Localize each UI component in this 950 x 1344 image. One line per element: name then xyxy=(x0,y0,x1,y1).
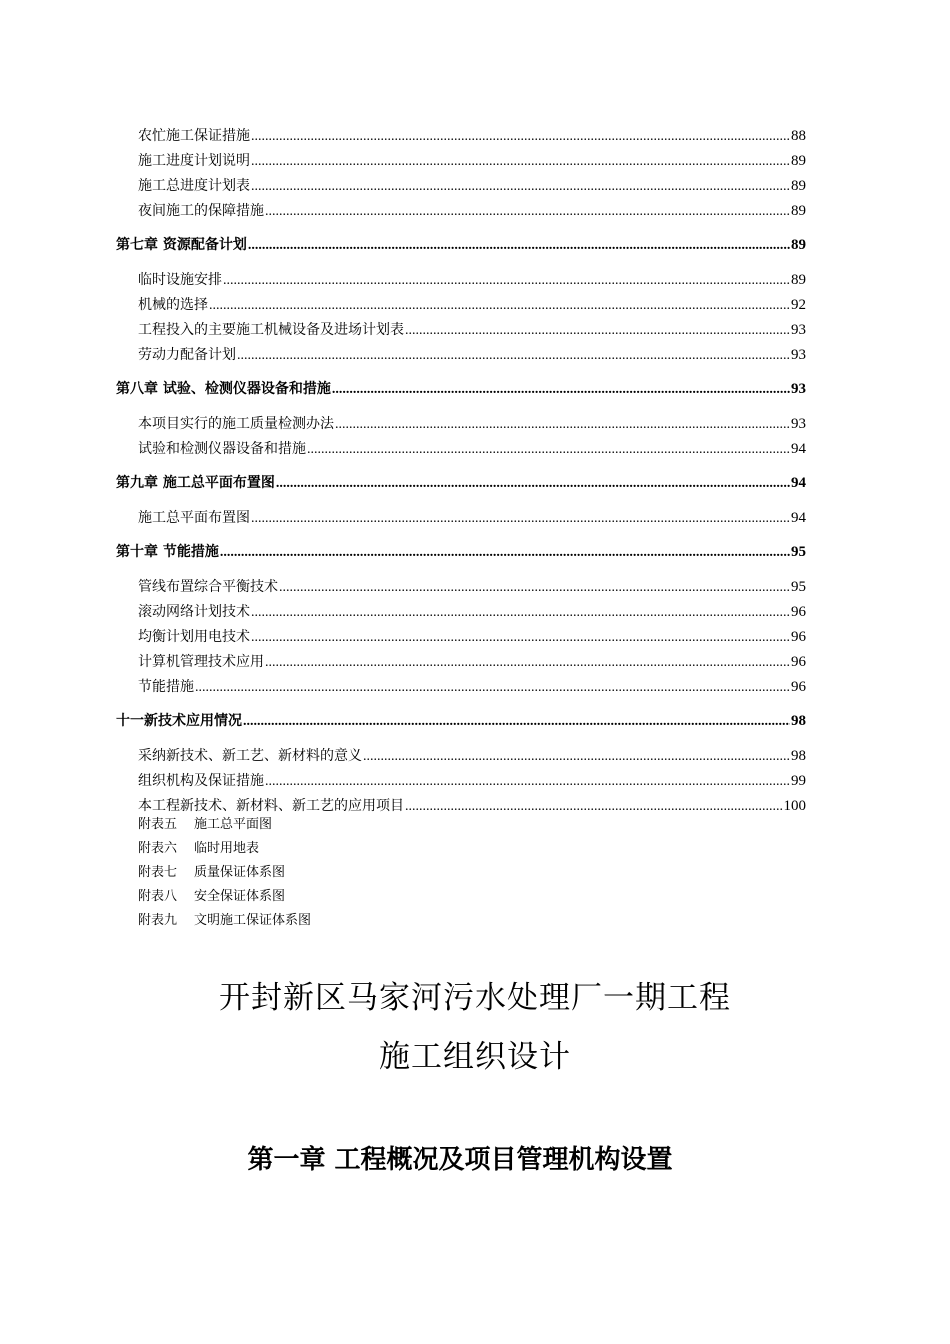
toc-entry-page: 89 xyxy=(791,272,806,288)
document-title: 开封新区马家河污水处理厂一期工程 xyxy=(219,980,731,1016)
toc-entry-label: 采纳新技术、新工艺、新材料的意义 xyxy=(138,748,362,764)
appendix-title: 安全保证体系图 xyxy=(194,889,286,904)
toc-entry-page: 89 xyxy=(791,153,806,169)
toc-leader xyxy=(265,202,790,222)
toc-entry[interactable] xyxy=(138,508,806,528)
toc-entry-label: 计算机管理技术应用 xyxy=(138,654,264,670)
toc-entry-label: 劳动力配备计划 xyxy=(138,347,236,363)
appendix-number: 附表五 xyxy=(138,817,178,832)
toc-entry-page: 94 xyxy=(791,441,806,457)
toc-leader xyxy=(248,236,790,256)
toc-entry[interactable] xyxy=(138,602,806,622)
toc-leader xyxy=(332,380,790,400)
toc-entry[interactable] xyxy=(138,439,806,459)
toc-leader xyxy=(363,747,790,767)
toc-entry[interactable] xyxy=(138,746,806,766)
toc-entry-label: 管线布置综合平衡技术 xyxy=(138,579,278,595)
appendix-item xyxy=(138,816,272,834)
toc-entry-page: 98 xyxy=(791,713,806,729)
appendix-item xyxy=(138,888,285,906)
toc-leader xyxy=(405,321,790,341)
toc-entry[interactable] xyxy=(138,796,806,816)
appendix-title: 文明施工保证体系图 xyxy=(194,913,312,928)
toc-entry[interactable] xyxy=(138,577,806,597)
toc-entry[interactable] xyxy=(138,677,806,697)
appendix-title: 临时用地表 xyxy=(194,841,260,856)
toc-leader xyxy=(251,152,790,172)
toc-entry-page: 96 xyxy=(791,679,806,695)
toc-entry[interactable] xyxy=(138,295,806,315)
toc-entry-page: 93 xyxy=(791,322,806,338)
toc-entry-label: 夜间施工的保障措施 xyxy=(138,203,264,219)
toc-chapter-entry[interactable] xyxy=(116,473,806,493)
appendix-title: 质量保证体系图 xyxy=(194,865,286,880)
toc-leader xyxy=(307,440,790,460)
toc-entry[interactable] xyxy=(138,652,806,672)
toc-entry-page: 98 xyxy=(791,748,806,764)
toc-entry-page: 100 xyxy=(783,798,806,814)
toc-entry-label: 第七章 资源配备计划 xyxy=(116,237,247,253)
toc-leader xyxy=(276,474,790,494)
toc-entry-page: 96 xyxy=(791,654,806,670)
toc-entry-label: 本工程新技术、新材料、新工艺的应用项目 xyxy=(138,798,404,814)
toc-entry[interactable] xyxy=(138,320,806,340)
toc-entry-page: 95 xyxy=(791,579,806,595)
toc-entry[interactable] xyxy=(138,345,806,365)
toc-entry-page: 89 xyxy=(791,178,806,194)
toc-leader xyxy=(195,678,790,698)
toc-chapter-entry[interactable] xyxy=(116,235,806,255)
toc-leader xyxy=(251,603,790,623)
toc-entry-page: 94 xyxy=(791,510,806,526)
toc-leader xyxy=(209,296,790,316)
toc-leader xyxy=(251,177,790,197)
toc-entry-page: 93 xyxy=(791,381,806,397)
toc-entry-label: 施工进度计划说明 xyxy=(138,153,250,169)
toc-entry[interactable] xyxy=(138,771,806,791)
toc-entry-label: 施工总平面布置图 xyxy=(138,510,250,526)
toc-leader xyxy=(237,346,790,366)
toc-leader xyxy=(223,271,790,291)
toc-leader xyxy=(251,509,790,529)
appendix-item xyxy=(138,864,285,882)
toc-entry-label: 工程投入的主要施工机械设备及进场计划表 xyxy=(138,322,404,338)
toc-entry-label: 均衡计划用电技术 xyxy=(138,629,250,645)
toc-entry-page: 93 xyxy=(791,416,806,432)
chapter-heading: 第一章 工程概况及项目管理机构设置 xyxy=(247,1145,673,1175)
toc-entry-label: 临时设施安排 xyxy=(138,272,222,288)
appendix-number: 附表八 xyxy=(138,889,178,904)
toc-chapter-entry[interactable] xyxy=(116,379,806,399)
toc-entry-label: 本项目实行的施工质量检测办法 xyxy=(138,416,334,432)
toc-entry[interactable] xyxy=(138,201,806,221)
toc-entry-page: 94 xyxy=(791,475,806,491)
toc-chapter-entry[interactable] xyxy=(116,542,806,562)
appendix-item xyxy=(138,840,259,858)
toc-leader xyxy=(220,543,790,563)
toc-entry-label: 第九章 施工总平面布置图 xyxy=(116,475,275,491)
toc-entry-page: 95 xyxy=(791,544,806,560)
toc-entry-page: 89 xyxy=(791,203,806,219)
appendix-title: 施工总平面图 xyxy=(194,817,273,832)
toc-entry-label: 机械的选择 xyxy=(138,297,208,313)
toc-entry-label: 节能措施 xyxy=(138,679,194,695)
toc-entry-label: 农忙施工保证措施 xyxy=(138,128,250,144)
toc-entry[interactable] xyxy=(138,414,806,434)
toc-entry-page: 92 xyxy=(791,297,806,313)
toc-leader xyxy=(265,653,790,673)
toc-leader xyxy=(405,797,783,817)
toc-leader xyxy=(251,628,790,648)
toc-entry-label: 组织机构及保证措施 xyxy=(138,773,264,789)
toc-entry[interactable] xyxy=(138,151,806,171)
toc-leader xyxy=(335,415,790,435)
toc-entry-page: 93 xyxy=(791,347,806,363)
toc-entry-label: 滚动网络计划技术 xyxy=(138,604,250,620)
toc-entry[interactable] xyxy=(138,627,806,647)
toc-entry[interactable] xyxy=(138,126,806,146)
toc-entry-label: 第十章 节能措施 xyxy=(116,544,219,560)
toc-chapter-entry[interactable] xyxy=(116,711,806,731)
toc-entry-label: 施工总进度计划表 xyxy=(138,178,250,194)
toc-entry[interactable] xyxy=(138,270,806,290)
appendix-number: 附表九 xyxy=(138,913,178,928)
appendix-item xyxy=(138,912,311,930)
toc-entry-label: 十一新技术应用情况 xyxy=(116,713,242,729)
toc-leader xyxy=(251,127,790,147)
document-subtitle: 施工组织设计 xyxy=(379,1039,571,1075)
toc-entry-page: 89 xyxy=(791,237,806,253)
toc-entry-label: 第八章 试验、检测仪器设备和措施 xyxy=(116,381,331,397)
toc-entry-page: 96 xyxy=(791,629,806,645)
toc-entry-page: 88 xyxy=(791,128,806,144)
toc-entry-label: 试验和检测仪器设备和措施 xyxy=(138,441,306,457)
toc-entry[interactable] xyxy=(138,176,806,196)
toc-leader xyxy=(243,712,790,732)
toc-leader xyxy=(279,578,790,598)
appendix-number: 附表六 xyxy=(138,841,178,856)
toc-entry-page: 96 xyxy=(791,604,806,620)
toc-entry-page: 99 xyxy=(791,773,806,789)
toc-leader xyxy=(265,772,790,792)
appendix-number: 附表七 xyxy=(138,865,178,880)
